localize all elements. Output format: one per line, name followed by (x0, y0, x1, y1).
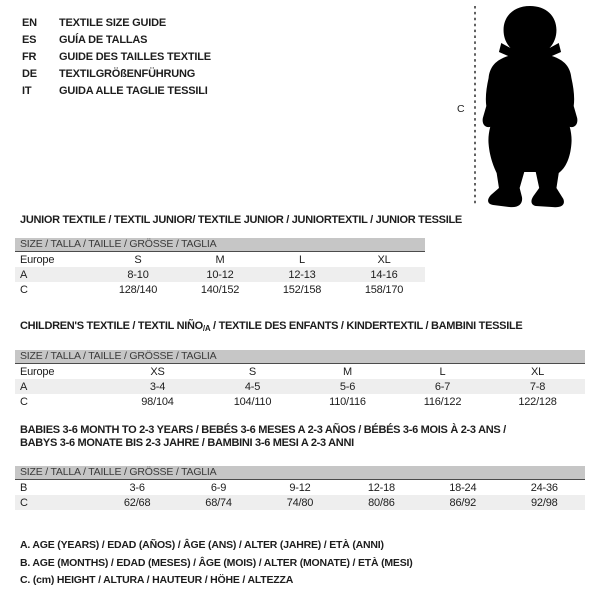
age-cell: 3-6 (129, 481, 145, 494)
babies-size-table (15, 480, 585, 510)
size-cell: M (343, 365, 352, 378)
language-row-es (22, 32, 211, 49)
language-code: EN (22, 17, 37, 29)
size-cell: XL (377, 253, 391, 266)
junior-section-title: JUNIOR TEXTILE / TEXTIL JUNIOR/ TEXTILE JUNIOR / JUNIORTEXTIL / JUNIOR TESSILE (20, 214, 462, 226)
title-subscript: /A (202, 324, 211, 333)
babies-textile-section (15, 424, 585, 510)
size-cell: S (248, 365, 257, 378)
height-cell: 74/80 (259, 495, 340, 510)
babies-size-header-band: SIZE / TALLA / TAILLE / GRÖSSE / TAGLIA (15, 466, 585, 480)
language-row-en (22, 15, 211, 32)
row-label: C (15, 495, 96, 510)
language-code: DE (22, 68, 37, 80)
table-row-height (15, 495, 585, 510)
age-cell: 8-10 (97, 267, 179, 282)
height-cell: 110/116 (329, 395, 366, 408)
language-title: TEXTILGRÖßENFÜHRUNG (59, 68, 196, 80)
size-cell: S (134, 253, 142, 266)
junior-size-header-band: SIZE / TALLA / TAILLE / GRÖSSE / TAGLIA (15, 238, 425, 252)
age-cell: 4-5 (205, 379, 300, 394)
height-cell: 68/74 (178, 495, 259, 510)
size-cell: XS (150, 365, 165, 378)
height-cell: 104/110 (233, 395, 272, 408)
baby-silhouette (483, 6, 578, 207)
size-cell: L (299, 253, 305, 266)
language-title: TEXTILE SIZE GUIDE (59, 17, 167, 29)
language-code: FR (22, 51, 37, 63)
table-row-europe (15, 364, 585, 379)
language-row-it (22, 83, 211, 100)
row-label: B (20, 481, 28, 494)
height-cell: 152/158 (282, 283, 322, 296)
age-cell: 5-6 (300, 379, 395, 394)
legend-line-a: A. AGE (YEARS) / EDAD (AÑOS) / ÂGE (ANS) / ALTER (JAHRE) / ETÀ (ANNI) (20, 539, 384, 551)
height-cell: 62/68 (96, 495, 177, 510)
childrens-textile-section (15, 320, 585, 409)
age-cell: 24-36 (530, 481, 558, 494)
height-measure-figure (450, 2, 598, 214)
language-title: GUIDA ALLE TAGLIE TESSILI (59, 85, 208, 97)
childrens-section-title (15, 320, 585, 335)
height-cell: 122/128 (518, 395, 557, 408)
table-row-height (15, 282, 425, 297)
language-title-block (22, 15, 211, 100)
language-code: ES (22, 34, 37, 46)
height-cell: 98/104 (141, 395, 174, 408)
height-cell: 92/98 (504, 495, 585, 510)
babies-section-title (15, 424, 585, 450)
age-cell: 7-8 (490, 379, 585, 394)
junior-size-table (15, 252, 425, 297)
age-cell: 12-13 (261, 267, 343, 282)
height-cell: 80/86 (341, 495, 422, 510)
table-row-europe (15, 252, 425, 267)
title-text: CHILDREN'S TEXTILE / TEXTIL NIÑO (20, 320, 203, 332)
childrens-size-header-band: SIZE / TALLA / TAILLE / GRÖSSE / TAGLIA (15, 350, 585, 364)
height-cell: 128/140 (118, 283, 158, 296)
babies-title-line2: BABYS 3-6 MONATE BIS 2-3 JAHRE / BAMBINI 3-6 MESI A 2-3 ANNI (20, 437, 354, 449)
language-row-de (22, 66, 211, 83)
age-cell: 6-7 (395, 379, 490, 394)
size-cell: L (439, 365, 446, 378)
row-label: C (20, 395, 28, 408)
height-cell: 86/92 (422, 495, 503, 510)
language-row-fr (22, 49, 211, 66)
language-code: IT (22, 85, 32, 97)
language-title: GUIDE DES TAILLES TEXTILE (59, 51, 211, 63)
legend-line-b: B. AGE (MONTHS) / EDAD (MESES) / ÂGE (MOIS) / ALTER (MONATE) / ETÀ (MESI) (20, 556, 413, 569)
baby-silhouette-icon (450, 2, 598, 214)
age-cell: 18-24 (449, 481, 477, 494)
language-title: GUÍA DE TALLAS (59, 34, 148, 46)
age-cell: 9-12 (289, 481, 311, 494)
measure-legend (20, 537, 413, 590)
table-row-age (15, 267, 425, 282)
babies-title-line1: BABIES 3-6 MONTH TO 2-3 YEARS / BEBÉS 3-6 MESES A 2-3 AÑOS / BÉBÉS 3-6 MOIS À 2-3 ANS / (20, 424, 506, 436)
row-label: A (15, 379, 110, 394)
size-cell: XL (530, 365, 545, 378)
junior-textile-section (15, 214, 462, 297)
row-label: Europe (20, 253, 55, 266)
height-measure-label: C (457, 103, 465, 115)
row-label: A (15, 267, 97, 282)
legend-line-c: C. (cm) HEIGHT / ALTURA / HAUTEUR / HÖHE / ALTEZZA (20, 574, 294, 586)
age-cell: 14-16 (343, 267, 425, 282)
age-cell: 3-4 (110, 379, 205, 394)
age-cell: 6-9 (210, 481, 227, 494)
height-cell: 116/122 (423, 395, 462, 408)
height-cell: 158/170 (364, 283, 404, 296)
title-text: / TEXTILE DES ENFANTS / KINDERTEXTIL / BAMBINI TESSILE (210, 320, 523, 332)
table-row-age (15, 379, 585, 394)
size-cell: M (215, 253, 225, 266)
row-label: C (20, 283, 28, 296)
table-row-age-months (15, 480, 585, 495)
row-label: Europe (20, 365, 55, 378)
height-cell: 140/152 (200, 283, 240, 296)
age-cell: 10-12 (179, 267, 261, 282)
table-row-height (15, 394, 585, 409)
childrens-size-table (15, 364, 585, 409)
age-cell: 12-18 (367, 481, 395, 494)
